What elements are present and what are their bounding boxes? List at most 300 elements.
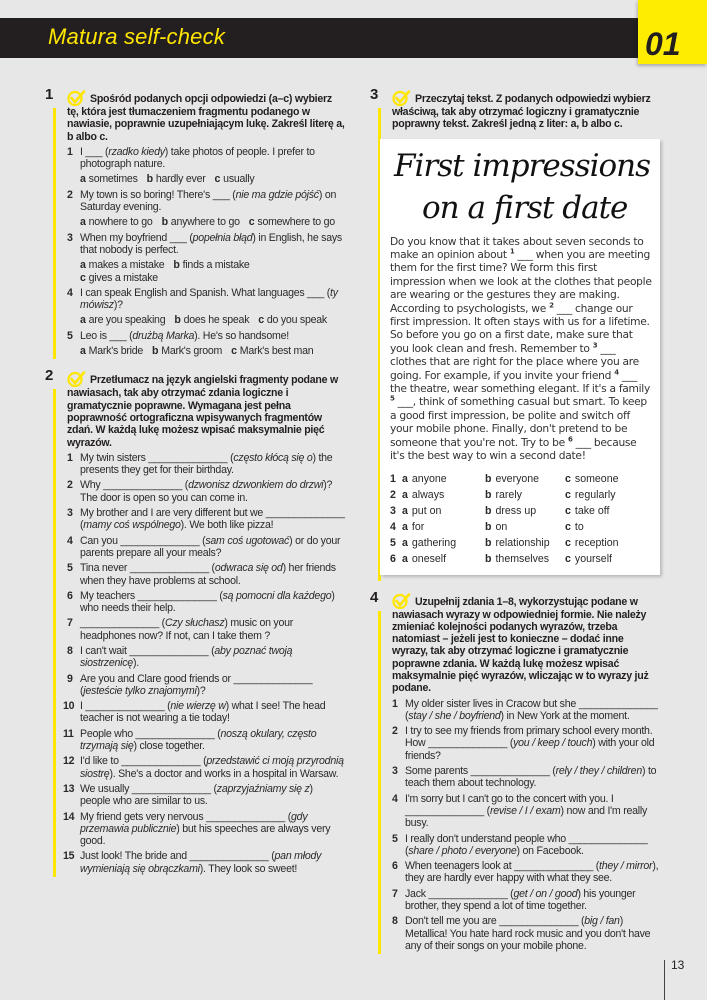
- option-text: do you speak: [266, 314, 327, 327]
- option-a[interactable]: [80, 173, 138, 185]
- exercise-item: [63, 810, 345, 848]
- option-letter: a: [80, 216, 86, 229]
- reading-title-line-1: First impressions: [394, 147, 651, 184]
- item-text: Tina never ______________ (: [80, 562, 215, 575]
- item-sentence: [80, 673, 345, 698]
- item-number: 3: [67, 507, 73, 520]
- option-text: Mark's best man: [239, 345, 314, 358]
- exercise-item: [392, 792, 660, 830]
- unit-number: 01: [645, 26, 681, 62]
- item-hint: nie wierzę w: [170, 700, 226, 713]
- item-sentence: [80, 479, 345, 504]
- choice-letter: b: [485, 472, 492, 485]
- instruction-text: Uzupełnij zdania 1–8, wykorzystując podane w nawiasach wyrazy w odpowiedniej formie. Nie należy zmieniać kolejności podanych wyrazów, trzeba natomiast – jeżeli jest to konieczne – dodać inne wyrazy, tak aby otrzymać logiczne i gramatycznie poprawne zdania. W każdą lukę możesz wpisać maksymalnie pięć wyrazów, wliczając w to wyrazy już podane.: [392, 595, 649, 695]
- item-text: ) in New York at the moment.: [500, 709, 630, 722]
- item-number: 5: [67, 329, 73, 342]
- option-text: hardly ever: [155, 173, 206, 186]
- choice-text: relationship: [495, 536, 550, 549]
- choice-letter: b: [485, 520, 492, 533]
- choice-letter: a: [402, 536, 408, 549]
- item-number: 4: [67, 534, 73, 547]
- item-number: 8: [67, 644, 73, 657]
- item-hint: get / on / good: [513, 887, 578, 900]
- exercise-item: [67, 589, 345, 615]
- option-text: usually: [223, 173, 255, 186]
- item-text: ) on Saturday evening.: [80, 188, 337, 214]
- option-text: are you speaking: [88, 314, 166, 327]
- item-hint: they / mirror: [599, 860, 653, 873]
- item-text: I ___ (: [80, 145, 109, 158]
- choice-b[interactable]: [485, 503, 565, 519]
- choice-b[interactable]: [485, 551, 565, 567]
- item-text: )?: [196, 684, 206, 697]
- exercise-item: [392, 860, 660, 885]
- item-text: ) but his speeches are always very good.: [80, 822, 331, 848]
- choice-number: 5: [390, 536, 396, 549]
- exercise-number: 4: [370, 588, 379, 606]
- item-sentence: [80, 535, 345, 560]
- item-text: We usually ______________ (: [80, 782, 217, 795]
- item-sentence: [80, 507, 345, 532]
- item-number: 3: [67, 231, 73, 244]
- exercise-2: [45, 367, 345, 877]
- item-sentence: [80, 850, 345, 875]
- exercise-instruction: [392, 90, 660, 131]
- item-number: 15: [63, 850, 75, 863]
- item-text: ) or do your parents prepare all your meals?: [80, 534, 341, 559]
- instruction-text: Spośród podanych opcji odpowiedzi (a–c) wybierz tę, która jest tłumaczeniem fragmentu podanego w nawiasie, poprawnie uzupełniającym lukę. Zakreśl literę a, b albo c.: [67, 93, 345, 143]
- choice-a[interactable]: [402, 519, 485, 535]
- option-letter: b: [146, 173, 153, 186]
- reading-text-part: ___ when you are meeting them for the first time? We form this first impression when we look at the clothes that people are wearing or the gestures they are making. According to psychologists, we: [390, 248, 652, 315]
- exercise-item: [63, 700, 345, 725]
- choice-text: rarely: [495, 488, 522, 501]
- choice-text: themselves: [495, 552, 550, 565]
- reading-text-part: Do you know that it takes about seven seconds to make an opinion about: [390, 234, 644, 261]
- choice-letter: c: [565, 520, 571, 533]
- choice-text: put on: [411, 504, 442, 517]
- choice-letter: c: [565, 472, 571, 485]
- item-text: ) people who are similar to us.: [80, 782, 313, 808]
- exercise-bar: [53, 389, 56, 877]
- exercise-instruction: [67, 90, 345, 143]
- choice-row: [390, 519, 660, 535]
- exercise-item: [63, 850, 345, 875]
- checkmark-icon: [392, 593, 412, 609]
- choice-a[interactable]: [402, 535, 485, 551]
- option-letter: a: [80, 259, 86, 272]
- item-text: )?: [113, 299, 123, 312]
- page-title: Matura self-check: [48, 24, 226, 49]
- gap-number: 6: [567, 435, 573, 444]
- option-text: sometimes: [88, 173, 138, 186]
- choice-text: regularly: [574, 488, 616, 501]
- choice-number: 3: [390, 504, 396, 517]
- page-number-divider: [664, 960, 665, 1000]
- option-letter: c: [80, 271, 86, 284]
- item-options: [80, 173, 345, 185]
- item-text: ) her friends when they have problems at school.: [80, 562, 336, 587]
- option-text: makes a mistake: [88, 259, 165, 272]
- item-hint: dzwonisz dzwonkiem do drzwi: [188, 479, 324, 492]
- exercise-3: [370, 86, 660, 581]
- item-number: 4: [392, 792, 398, 805]
- reading-text-part: ___ change our first impression. It often stays with us for a lifetime. So before you go on a first date, make sure that you look clean and fresh. Remember to: [390, 301, 650, 355]
- item-text: ) the presents they get for their birthday.: [80, 451, 333, 477]
- exercise-item: [392, 915, 660, 952]
- choice-text: always: [411, 488, 445, 501]
- item-options: [80, 314, 345, 326]
- reading-box: [380, 139, 660, 575]
- option-letter: b: [161, 216, 168, 229]
- exercise-item: [67, 507, 345, 532]
- option-letter: c: [248, 216, 255, 229]
- item-options: [80, 259, 345, 284]
- exercise-item: [392, 887, 660, 913]
- option-text: Mark's bride: [88, 345, 144, 358]
- item-number: 2: [67, 479, 73, 492]
- choice-text: reception: [574, 536, 619, 549]
- item-hint: noszą okulary, często trzymają się: [80, 727, 317, 753]
- choice-c[interactable]: [565, 519, 584, 535]
- option-b[interactable]: [174, 314, 249, 326]
- exercise-item: [67, 479, 345, 504]
- item-sentence: [80, 562, 345, 587]
- exercise-instruction: [67, 371, 345, 448]
- item-number: 1: [67, 145, 73, 158]
- item-number: 11: [63, 727, 74, 740]
- choice-c[interactable]: [565, 503, 609, 519]
- exercise-item: [67, 644, 345, 670]
- item-text: My teachers ______________ (: [80, 589, 223, 602]
- choice-letter: a: [402, 488, 408, 501]
- option-text: gives a mistake: [88, 271, 158, 284]
- item-sentence: [405, 698, 660, 723]
- item-hint: Czy słuchasz: [164, 617, 225, 630]
- exercise-item: [392, 832, 660, 858]
- item-text: When teenagers look at ______________ (: [405, 860, 600, 873]
- exercise-item: [63, 755, 345, 780]
- choice-a[interactable]: [402, 487, 485, 503]
- item-text: I ______________ (: [80, 700, 171, 713]
- item-hint: są pomocni dla każdego: [222, 589, 332, 602]
- choice-a[interactable]: [402, 551, 485, 567]
- item-sentence: [80, 728, 345, 753]
- exercise-number: 3: [370, 86, 379, 103]
- item-text: ) now and I'm really busy.: [405, 804, 648, 830]
- reading-text-part: ___ because it's the best way to win a second date!: [390, 435, 637, 463]
- item-text: ) in English, he says that nobody is perfect.: [80, 231, 342, 256]
- exercise-bar: [378, 611, 381, 955]
- choice-text: dress up: [495, 504, 537, 517]
- item-sentence: [405, 725, 660, 762]
- item-sentence: [405, 888, 660, 913]
- choice-c[interactable]: [565, 471, 619, 487]
- instruction-text: Przetłumacz na język angielski fragmenty podane w nawiasach, tak aby otrzymać zdania logiczne i gramatycznie poprawne. Wymagana jest pełna poprawność ortograficzna wpisywanych fragmentów zdań. W każdą lukę możesz wpisać maksymalnie pięć wyrazów.: [67, 374, 338, 449]
- item-hint: you / keep / touch: [513, 737, 593, 750]
- choice-text: yourself: [574, 552, 612, 565]
- option-text: anywhere to go: [170, 216, 240, 229]
- option-text: Mark's groom: [161, 345, 223, 358]
- item-text: People who ______________ (: [80, 727, 221, 740]
- item-text: My older sister lives in Cracow but she ______________ (: [405, 697, 658, 722]
- item-text: ) who needs their help.: [80, 589, 335, 615]
- choice-c[interactable]: [565, 551, 612, 567]
- option-letter: c: [258, 314, 264, 327]
- item-text: My town is so boring! There's ___ (: [80, 188, 236, 201]
- item-sentence: [80, 287, 345, 312]
- item-hint: big / fan: [584, 915, 620, 928]
- item-text: I can speak English and Spanish. What languages ___ (: [80, 286, 331, 299]
- option-b[interactable]: [147, 173, 206, 185]
- item-sentence: [80, 783, 345, 808]
- item-number: 12: [63, 755, 75, 768]
- item-sentence: [80, 189, 345, 214]
- option-letter: c: [231, 345, 237, 358]
- option-a[interactable]: [80, 216, 153, 228]
- page-number: 13: [671, 958, 685, 972]
- item-text: Why ______________ (: [80, 479, 189, 492]
- exercise-item: [63, 782, 345, 808]
- exercise-item: [67, 672, 345, 698]
- option-letter: c: [214, 173, 221, 186]
- item-text: ) with your old friends?: [405, 737, 655, 762]
- option-text: nowhere to go: [88, 216, 153, 229]
- choice-a[interactable]: [402, 503, 485, 519]
- item-text: Leo is ___ (: [80, 329, 133, 342]
- gap-number: 5: [390, 394, 395, 403]
- choice-number: 6: [390, 552, 396, 565]
- gap-number: 2: [549, 301, 554, 310]
- item-number: 2: [392, 725, 398, 738]
- option-c[interactable]: [215, 173, 255, 185]
- item-sentence: [80, 590, 345, 615]
- choice-text: take off: [574, 504, 610, 517]
- item-hint: rzadko kiedy: [108, 145, 165, 158]
- choice-text: someone: [574, 472, 619, 485]
- choice-b[interactable]: [485, 535, 565, 551]
- item-hint: rely / they / children: [555, 765, 642, 778]
- exercise-item: [63, 727, 345, 753]
- reading-text-part: ___, think of something casual but smart. To keep a good first impression, be polite and switch off your mobile phone. Finally, don't pretend to be someone that you're not. Try to be: [390, 395, 647, 449]
- item-sentence: [80, 232, 345, 257]
- item-number: 9: [67, 672, 73, 685]
- item-number: 5: [392, 832, 398, 845]
- choice-text: oneself: [411, 552, 447, 565]
- option-a[interactable]: [80, 345, 143, 357]
- option-a[interactable]: [80, 314, 165, 326]
- option-b[interactable]: [162, 216, 240, 228]
- option-text: does he speak: [183, 314, 250, 327]
- option-c[interactable]: [80, 272, 158, 284]
- reading-text-part: ___ clothes that are right for the place where you are going. For example, if you invite your friend: [390, 341, 639, 382]
- exercise-item: [67, 451, 345, 477]
- item-text: I can't wait ______________ (: [80, 644, 215, 657]
- left-column: [45, 86, 345, 877]
- item-sentence: [405, 860, 660, 885]
- item-hint: sam coś ugotować: [205, 534, 290, 547]
- item-hint: mamy coś wspólnego: [83, 519, 181, 532]
- item-options: [80, 345, 345, 357]
- item-hint: popełnia błąd: [192, 231, 253, 244]
- exercise-instruction: [392, 593, 660, 695]
- item-sentence: [405, 833, 660, 858]
- item-sentence: [80, 330, 345, 342]
- item-sentence: [80, 755, 345, 780]
- item-text: When my boyfriend ___ (: [80, 231, 193, 244]
- choice-a[interactable]: [402, 471, 485, 487]
- item-number: 6: [67, 589, 73, 602]
- item-text: Just look! The bride and ______________ (: [80, 850, 275, 863]
- exercise-item: [67, 231, 345, 284]
- option-letter: b: [152, 345, 159, 358]
- choice-letter: a: [402, 520, 408, 533]
- choice-text: anyone: [411, 472, 447, 485]
- choice-c[interactable]: [565, 535, 619, 551]
- choice-row: [390, 503, 660, 519]
- item-sentence: [80, 452, 345, 477]
- choice-number: 1: [390, 472, 396, 485]
- item-number: 3: [392, 765, 398, 778]
- item-sentence: [405, 793, 660, 830]
- item-text: ) what I see! The head teacher is not wearing a tie today!: [80, 700, 326, 725]
- choice-letter: c: [565, 488, 571, 501]
- item-text: ) to teach them about technology.: [405, 765, 657, 790]
- exercise-number: 1: [45, 86, 54, 103]
- item-text: ______________ (: [80, 617, 165, 630]
- item-sentence: [405, 765, 660, 790]
- item-text: Can you ______________ (: [80, 534, 206, 547]
- item-number: 13: [63, 782, 75, 795]
- item-hint: odwraca się od: [214, 562, 283, 575]
- exercise-item: [67, 329, 345, 358]
- item-number: 7: [392, 887, 398, 900]
- option-text: somewhere to go: [257, 216, 335, 229]
- item-number: 6: [392, 860, 398, 873]
- choice-letter: c: [565, 504, 571, 517]
- item-text: ) take photos of people. I prefer to photograph nature.: [80, 145, 315, 171]
- exercise-item: [392, 725, 660, 762]
- item-text: Some parents ______________ (: [405, 765, 556, 778]
- item-hint: zaprzyjaźniamy się z: [216, 782, 310, 795]
- choice-row: [390, 551, 660, 567]
- item-text: ). She's a doctor and works in a hospital in Warsaw.: [109, 767, 339, 780]
- item-hint: pan młody wymieniają się obrączkami: [80, 850, 322, 875]
- item-text: ).: [132, 657, 139, 670]
- item-hint: aby poznać twoją siostrzenicę: [80, 644, 293, 670]
- choice-letter: a: [402, 504, 408, 517]
- item-text: My friend gets very nervous ______________ (: [80, 810, 292, 823]
- option-b[interactable]: [152, 345, 222, 357]
- item-hint: przedstawić ci moją przyrodnią siostrę: [80, 755, 344, 780]
- item-text: ) on Facebook.: [516, 844, 584, 857]
- item-number: 4: [67, 286, 73, 299]
- item-text: I'm sorry but I can't go to the concert with you. I ______________ (: [405, 792, 614, 817]
- choice-letter: b: [485, 488, 492, 501]
- choice-letter: b: [485, 536, 492, 549]
- option-c[interactable]: [258, 314, 327, 326]
- option-letter: b: [173, 259, 180, 272]
- option-letter: a: [80, 314, 86, 327]
- option-a[interactable]: [80, 259, 164, 271]
- item-text: My twin sisters ______________ (: [80, 451, 234, 464]
- option-letter: a: [80, 173, 86, 186]
- item-hint: drużbą Marka: [132, 329, 195, 342]
- option-c[interactable]: [249, 216, 335, 228]
- item-number: 5: [67, 562, 73, 575]
- item-text: I'd like to ______________ (: [80, 755, 207, 768]
- choice-text: gathering: [411, 536, 457, 549]
- choice-text: everyone: [495, 472, 540, 485]
- item-text: ) his younger brother, they spend a lot of time together.: [405, 887, 636, 913]
- item-hint: jesteście tylko znajomymi: [83, 684, 197, 697]
- choice-letter: c: [565, 536, 571, 549]
- item-options: [80, 216, 345, 228]
- choice-b[interactable]: [485, 487, 565, 503]
- choice-c[interactable]: [565, 487, 616, 503]
- item-number: 10: [63, 700, 75, 713]
- reading-text: [390, 235, 652, 463]
- item-text: Jack ______________ (: [405, 887, 514, 900]
- option-c[interactable]: [231, 345, 313, 357]
- item-text: My brother and I are very different but we ______________ (: [80, 507, 345, 532]
- option-letter: b: [174, 314, 181, 327]
- checkmark-icon: [392, 90, 412, 106]
- gap-number: 3: [592, 341, 598, 350]
- item-text: ). They look so sweet!: [199, 862, 298, 875]
- reading-text-part: ___ the theatre, wear something elegant. If it's a family: [390, 368, 651, 396]
- instruction-text: Przeczytaj tekst. Z podanych odpowiedzi wybierz właściwą, tak aby otrzymać logiczny i gramatycznie poprawny tekst. Zakreśl jedną z liter: a, b albo c.: [392, 93, 651, 131]
- choice-row: [390, 471, 660, 487]
- exercise-item: [67, 562, 345, 587]
- item-hint: stay / she / boyfriend: [408, 709, 501, 722]
- choice-letter: b: [485, 504, 492, 517]
- exercise-number: 2: [45, 367, 54, 385]
- item-text: ) music on your headphones now? If not, can I take them ?: [80, 617, 294, 642]
- item-text: I really don't understand people who ______________ (: [405, 832, 648, 857]
- gap-number: 4: [614, 368, 619, 377]
- choice-text: for: [411, 520, 425, 533]
- item-sentence: [80, 700, 345, 725]
- item-text: Are you and Clare good friends or ______________ (: [80, 672, 313, 697]
- item-sentence: [80, 811, 345, 848]
- choice-letter: a: [402, 552, 408, 565]
- item-hint: gdy przemawia publicznie: [80, 810, 308, 835]
- choice-text: on: [495, 520, 508, 533]
- option-text: finds a mistake: [182, 259, 250, 272]
- item-text: Don't tell me you are ______________ (: [405, 915, 585, 928]
- item-number: 1: [392, 697, 398, 710]
- item-text: ). We both like pizza!: [180, 519, 274, 532]
- answer-choices: [390, 471, 660, 567]
- gap-number: 1: [509, 247, 515, 256]
- option-b[interactable]: [173, 259, 249, 271]
- item-sentence: [80, 146, 345, 171]
- choice-b[interactable]: [485, 519, 565, 535]
- exercise-item: [392, 765, 660, 790]
- item-hint: nie ma gdzie pójść: [235, 188, 319, 201]
- item-sentence: [405, 915, 660, 952]
- exercise-1: [45, 86, 345, 359]
- exercise-bar: [53, 108, 56, 359]
- item-number: 14: [63, 810, 75, 823]
- choice-letter: c: [565, 552, 571, 565]
- item-text: ) close together.: [133, 740, 205, 753]
- item-number: 2: [67, 188, 73, 201]
- choice-letter: b: [485, 552, 492, 565]
- right-column: [370, 86, 660, 954]
- choice-b[interactable]: [485, 471, 565, 487]
